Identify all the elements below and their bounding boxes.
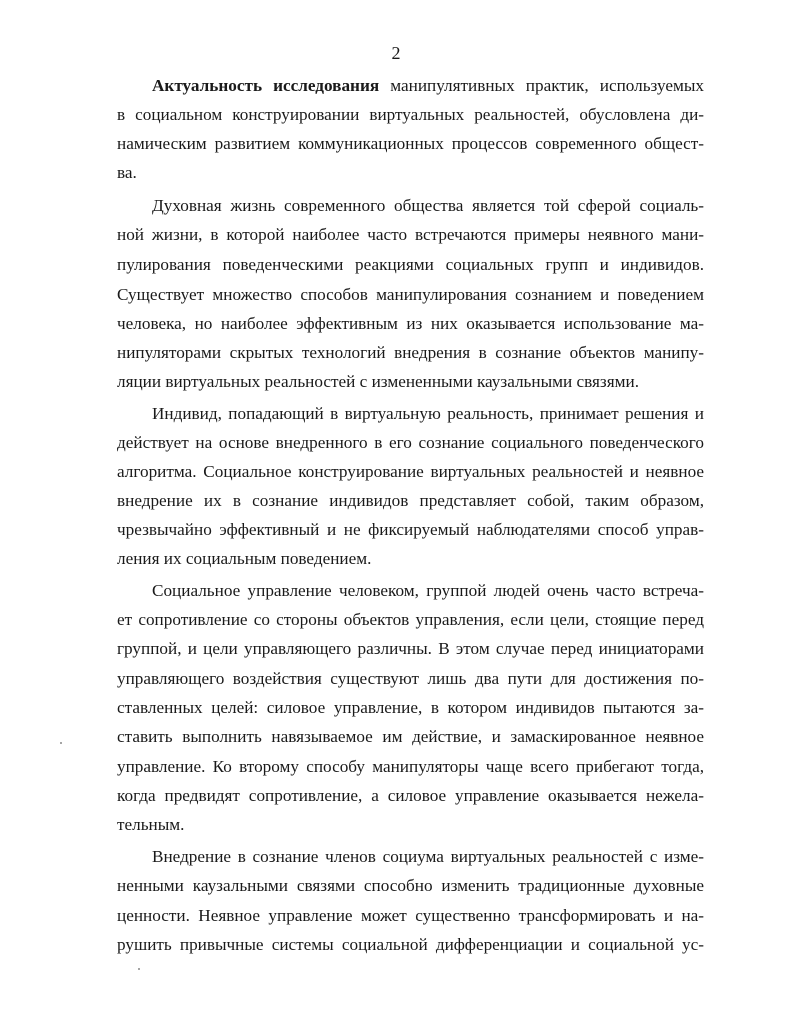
paragraph-4-line-4: управляющего воздействия существуют лишь два пути для достижения по- [117, 669, 704, 688]
paragraph-3-line-4: внедрение их в сознание индивидов представляет собой, таким образом, [117, 491, 704, 510]
paragraph-2-line-7: ляции виртуальных реальностей с измененными каузальными связями. [117, 372, 639, 391]
paragraph-3-line-2: действует на основе внедренного в его сознание социального поведенческого [117, 433, 704, 452]
paragraph-4-line-2: ет сопротивление со стороны объектов управления, если цели, стоящие перед [117, 610, 704, 629]
page-number: 2 [391, 43, 401, 63]
paragraph-4-line-1: Социальное управление человеком, группой людей очень часто встреча- [152, 581, 704, 600]
paragraph-4-line-5: ставленных целей: силовое управление, в котором индивидов пытаются за- [117, 698, 704, 717]
paragraph-2-line-5: человека, но наиболее эффективным из них оказывается использование ма- [117, 314, 704, 333]
paragraph-5-line-3: ценности. Неявное управление может существенно трансформировать и на- [117, 906, 704, 925]
paragraph-3-line-1: Индивид, попадающий в виртуальную реальность, принимает решения и [152, 404, 704, 423]
paragraph-2-line-6: нипуляторами скрытых технологий внедрения в сознание объектов манипу- [117, 343, 704, 362]
paragraph-1-line-1 [152, 75, 704, 97]
paragraph-2-line-1: Духовная жизнь современного общества является той сферой социаль- [152, 196, 704, 215]
paragraph-5-line-1: Внедрение в сознание членов социума виртуальных реальностей с изме- [152, 847, 704, 866]
paragraph-1-line-3: намическим развитием коммуникационных процессов современного общест- [117, 134, 704, 153]
paragraph-2-line-2: ной жизни, в которой наиболее часто встречаются примеры неявного мани- [117, 225, 704, 244]
scan-speck [138, 968, 140, 970]
paragraph-5-line-2: ненными каузальными связями способно изменить традиционные духовные [117, 876, 704, 895]
paragraph-4-line-7: управление. Ко второму способу манипуляторы чаще всего прибегают тогда, [117, 757, 704, 776]
paragraph-4-line-6: ставить выполнить навязываемое им действие, и замаскированное неявное [117, 727, 704, 746]
paragraph-2-line-4: Существует множество способов манипулирования сознанием и поведением [117, 285, 704, 304]
relevance-heading: Актуальность исследования [152, 76, 380, 95]
paragraph-3-line-3: алгоритма. Социальное конструирование виртуальных реальностей и неявное [117, 462, 704, 481]
paragraph-1-line-2: в социальном конструировании виртуальных реальностей, обусловлена ди- [117, 105, 704, 124]
paragraph-4-line-9: тельным. [117, 815, 185, 834]
paragraph-3-line-5: чрезвычайно эффективный и не фиксируемый наблюдателями способ управ- [117, 520, 704, 539]
paragraph-1-line-1-text: манипулятивных практик, используемых [379, 76, 704, 95]
paragraph-4-line-8: когда предвидят сопротивление, а силовое управление оказывается нежела- [117, 786, 704, 805]
paragraph-1-line-4: ва. [117, 163, 137, 182]
paragraph-4-line-3: группой, и цели управляющего различны. В этом случае перед инициаторами [117, 639, 704, 658]
scan-speck [60, 742, 62, 744]
paragraph-2-line-3: пулирования поведенческими реакциями социальных групп и индивидов. [117, 255, 704, 274]
paragraph-5-line-4: рушить привычные системы социальной дифференциации и социальной ус- [117, 935, 704, 954]
paragraph-3-line-6: ления их социальным поведением. [117, 549, 372, 568]
